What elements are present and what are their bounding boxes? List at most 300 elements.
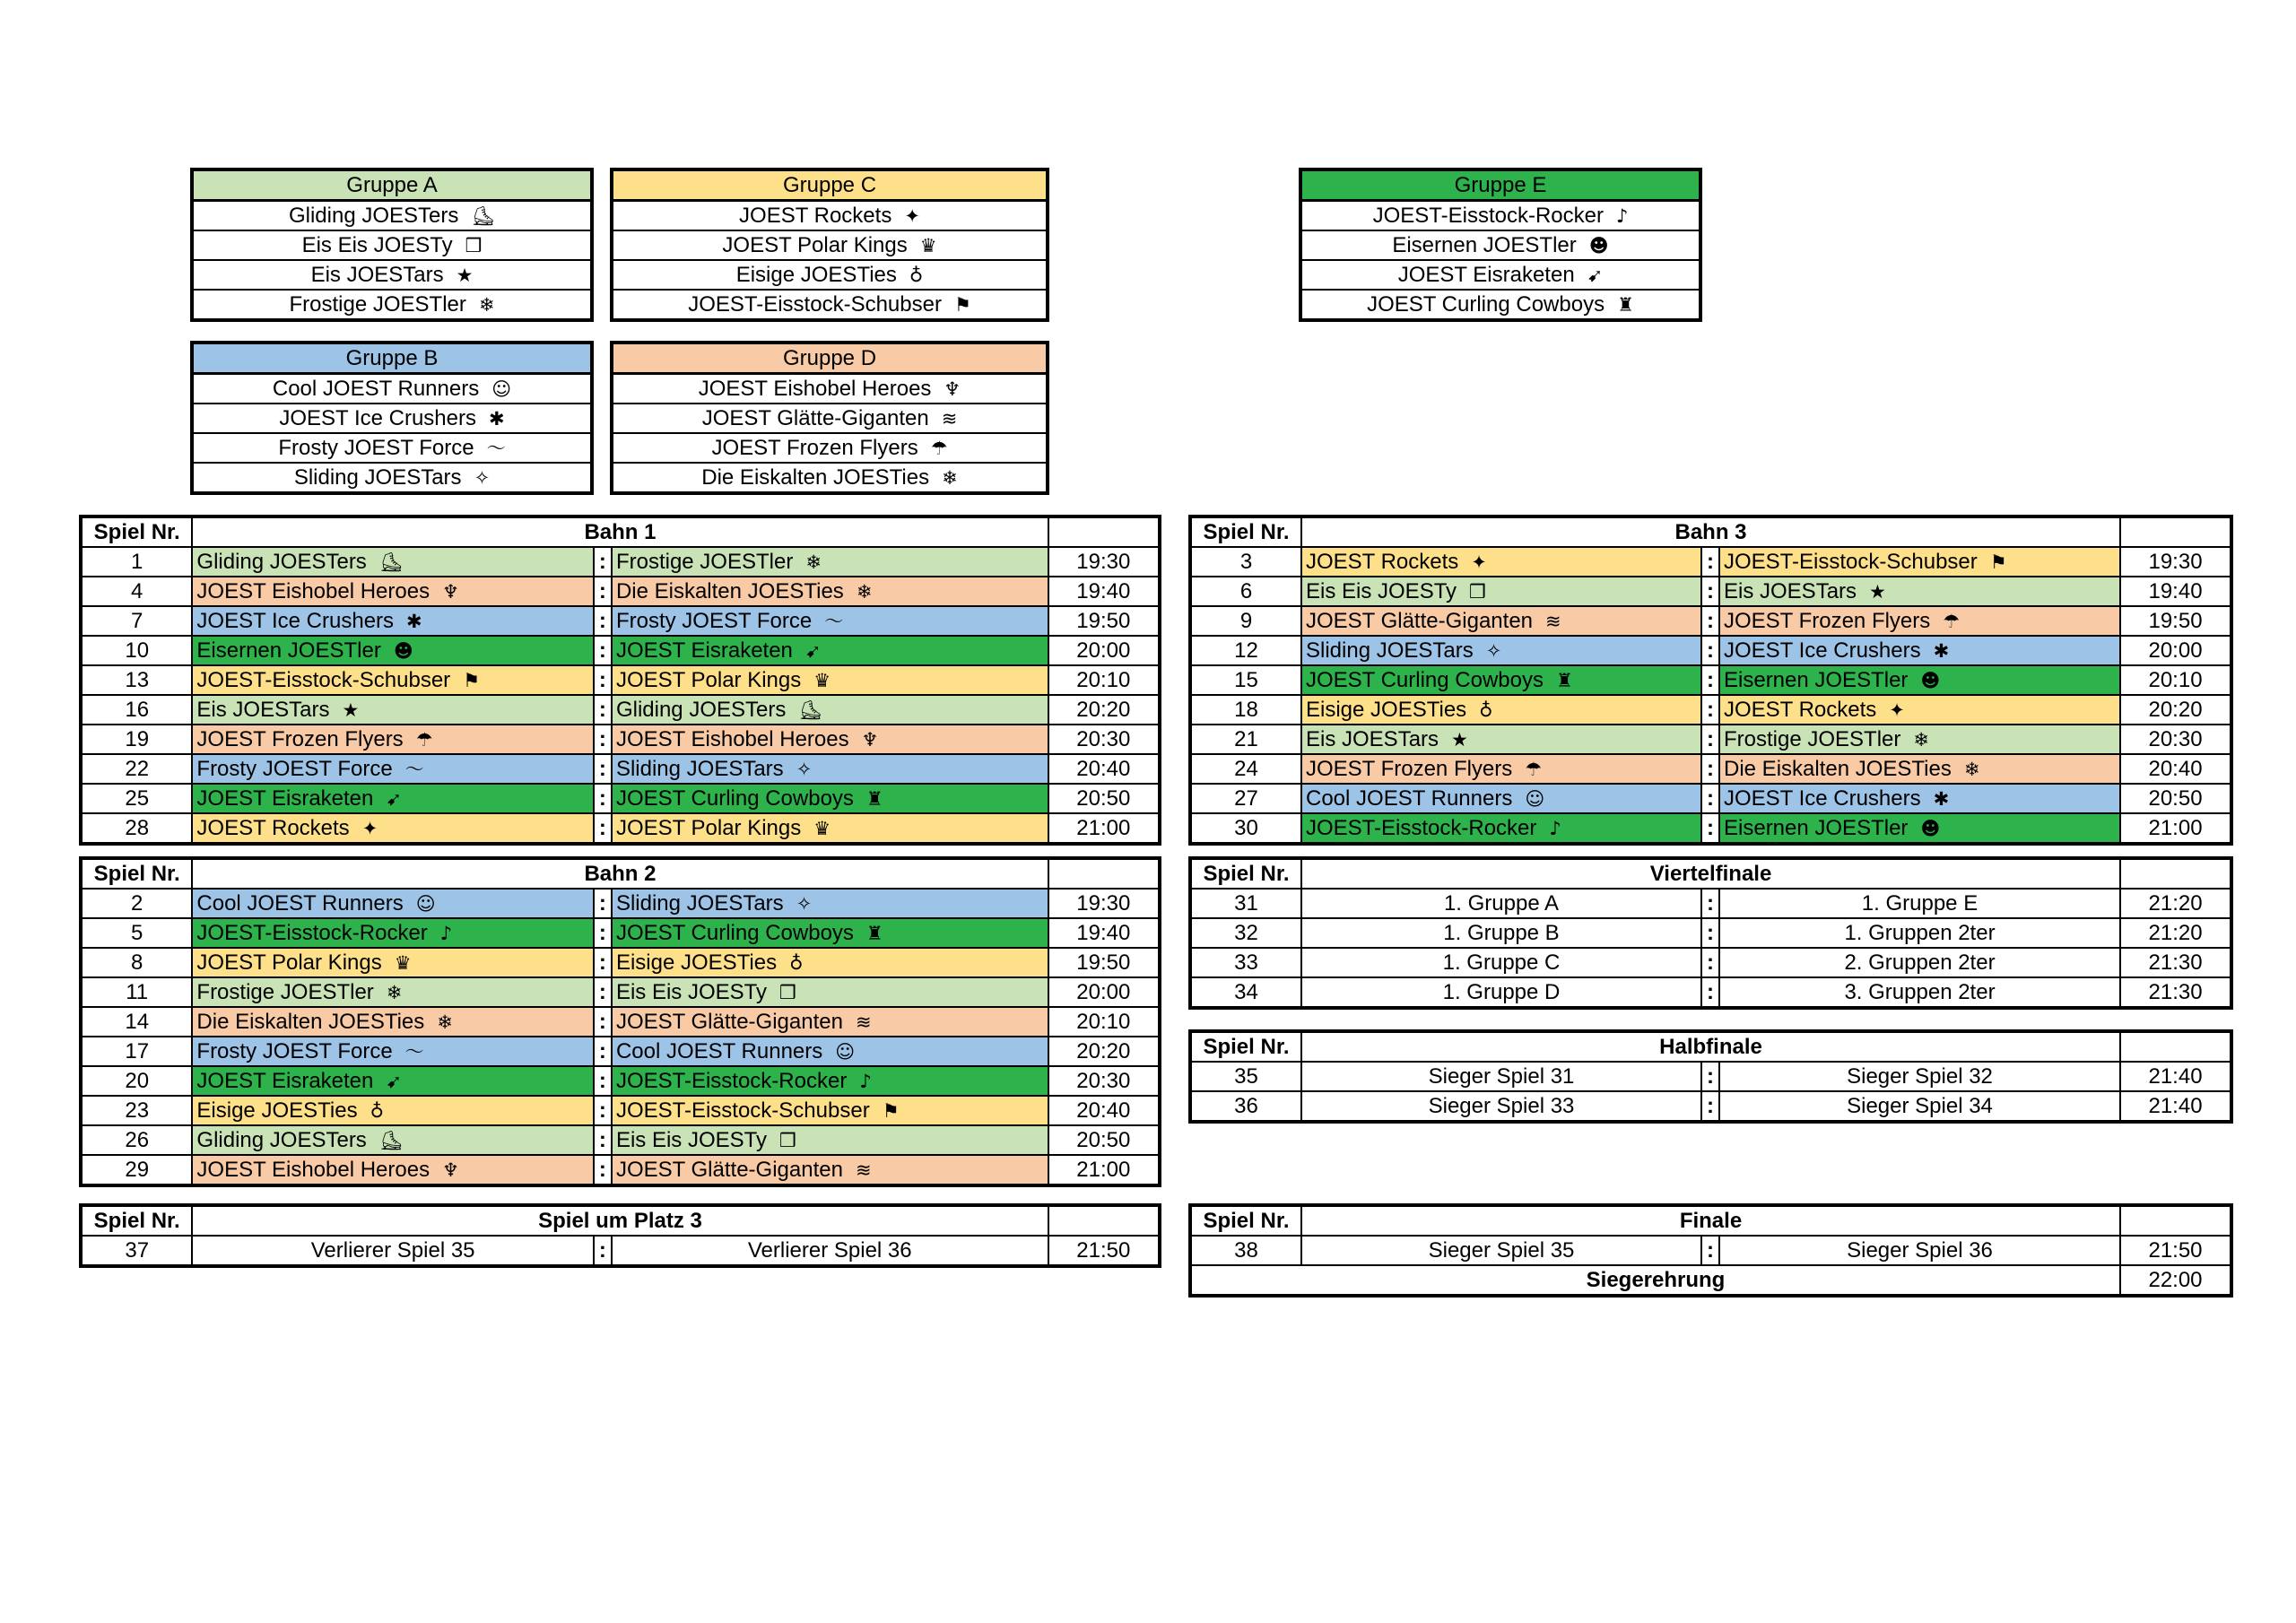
- team-cell: [192, 948, 593, 977]
- team-name: Die Eiskalten JOESTies: [1724, 756, 1952, 781]
- separator: :: [594, 1096, 612, 1125]
- team-cell: [612, 1066, 1048, 1096]
- game-row: [81, 665, 1160, 695]
- team-name: Eisernen JOESTler: [1724, 667, 1909, 692]
- separator: :: [594, 1155, 612, 1185]
- team-cell: [612, 577, 1048, 606]
- team-cell: [1719, 1236, 2120, 1265]
- team-name: Eisernen JOESTler: [1724, 815, 1909, 840]
- shaved-ice-icon: ♆: [442, 580, 459, 603]
- guitar-icon: ♪: [859, 1070, 872, 1092]
- game-number: 4: [81, 577, 192, 606]
- spiel-nr-header: Spiel Nr.: [1190, 1031, 1301, 1062]
- separator: :: [1701, 977, 1719, 1008]
- game-time: 19:50: [1048, 948, 1160, 977]
- game-row: [1190, 918, 2231, 948]
- separator: :: [1701, 636, 1719, 665]
- sparkle-rocket-icon: ✦: [1889, 699, 1905, 721]
- header-row: [81, 516, 1160, 547]
- group-team-row: [612, 201, 1048, 231]
- team-name: JOEST Polar Kings: [722, 232, 908, 257]
- team-cell: [1301, 977, 1701, 1008]
- game-number: 24: [1190, 754, 1301, 784]
- separator: :: [1701, 889, 1719, 918]
- ice-crush-icon: ✱: [1933, 639, 1950, 662]
- team-name: JOEST-Eisstock-Schubser: [1724, 549, 1978, 574]
- team-name: 3. Gruppen 2ter: [1844, 980, 1996, 1004]
- team-cell: [192, 977, 593, 1007]
- team-name: JOEST Eisraketen: [196, 785, 374, 811]
- team-name: 1. Gruppe C: [1442, 950, 1561, 975]
- separator: :: [594, 547, 612, 577]
- team-cell: [612, 1125, 1048, 1155]
- game-number: 28: [81, 813, 192, 844]
- rocket-icon: ➹: [804, 639, 822, 662]
- group-team-row: [612, 404, 1048, 433]
- team-cell: [1301, 577, 1701, 606]
- team-name: Sieger Spiel 33: [1428, 1094, 1575, 1118]
- game-time: 19:40: [2120, 577, 2231, 606]
- pushing-icon: ⚑: [953, 293, 971, 316]
- spiel-nr-header: Spiel Nr.: [1190, 1205, 1301, 1236]
- parachute-icon: ☂: [1525, 758, 1543, 780]
- guitar-icon: ♪: [439, 922, 453, 944]
- sunglasses-face-icon: ☺: [835, 1040, 856, 1063]
- team-name: Eis Eis JOESTy: [1306, 578, 1457, 603]
- section-title: Finale: [1301, 1205, 2120, 1236]
- pushing-icon: ⚑: [1989, 551, 2007, 573]
- team-name: JOEST-Eisstock-Rocker: [615, 1068, 848, 1093]
- pushing-icon: ⚑: [882, 1099, 900, 1122]
- group-header-row: [192, 169, 592, 201]
- team-name: Eis Eis JOESTy: [301, 232, 453, 257]
- team-name: JOEST-Eisstock-Rocker: [196, 920, 428, 945]
- game-row: [81, 725, 1160, 754]
- separator: :: [1701, 1062, 1719, 1091]
- team-name: Verlierer Spiel 36: [747, 1238, 912, 1263]
- team-cell: [1301, 813, 1701, 844]
- game-row: [1190, 547, 2231, 577]
- section-title: Halbfinale: [1301, 1031, 2120, 1062]
- team-name: Die Eiskalten JOESTies: [196, 1009, 425, 1034]
- sliding-stars-icon: ✧: [796, 758, 813, 780]
- game-time: 19:30: [1048, 889, 1160, 918]
- time-header: [1048, 1205, 1160, 1236]
- game-time: 20:00: [2120, 636, 2231, 665]
- snowflake-icon: ❄: [478, 293, 495, 316]
- game-number: 6: [1190, 577, 1301, 606]
- team-name: JOEST Curling Cowboys: [615, 785, 854, 811]
- group-title: Gruppe A: [192, 169, 592, 201]
- crown-icon: ♛: [919, 234, 937, 256]
- rocket-icon: ➹: [386, 787, 402, 810]
- team-name: Eisige JOESTies: [196, 1098, 358, 1123]
- team-cell: [1719, 665, 2120, 695]
- bahn-1-table: [79, 515, 1161, 846]
- game-row: [1190, 665, 2231, 695]
- separator: :: [594, 918, 612, 948]
- sunglasses-face-icon: ☺: [1525, 787, 1545, 810]
- group-team-row: [192, 404, 592, 433]
- slip-icon: ≋: [855, 1159, 872, 1181]
- separator: :: [594, 1037, 612, 1066]
- game-time: 21:40: [2120, 1091, 2231, 1122]
- game-time: 20:40: [1048, 754, 1160, 784]
- team-name: 2. Gruppen 2ter: [1844, 950, 1996, 975]
- team-name: Eis JOESTars: [1306, 726, 1439, 751]
- team-cell: [1719, 1091, 2120, 1122]
- separator: :: [1701, 1236, 1719, 1265]
- group-team-row: [1300, 260, 1700, 290]
- team-cell: [192, 433, 592, 463]
- team-name: JOEST Rockets: [1724, 697, 1877, 722]
- header-row: [1190, 516, 2231, 547]
- game-row: [81, 1007, 1160, 1037]
- team-name: JOEST Frozen Flyers: [711, 435, 918, 460]
- team-cell: [1301, 725, 1701, 754]
- game-number: 25: [81, 784, 192, 813]
- cowboy-icon: ♜: [865, 922, 883, 944]
- time-header: [2120, 858, 2231, 889]
- game-number: 14: [81, 1007, 192, 1037]
- team-name: 1. Gruppen 2ter: [1844, 921, 1996, 945]
- team-name: JOEST Eishobel Heroes: [698, 376, 932, 401]
- team-name: Cool JOEST Runners: [1306, 785, 1513, 811]
- separator: :: [1701, 725, 1719, 754]
- team-name: Eisernen JOESTler: [196, 638, 381, 663]
- cowboy-icon: ♜: [1555, 669, 1573, 691]
- game-row: [81, 636, 1160, 665]
- game-time: 19:30: [1048, 547, 1160, 577]
- game-time: 20:10: [1048, 1007, 1160, 1037]
- team-cell: [192, 1096, 593, 1125]
- game-row: [81, 1125, 1160, 1155]
- game-time: 20:40: [1048, 1096, 1160, 1125]
- ice-crush-icon: ✱: [1933, 787, 1950, 810]
- spiel-nr-header: Spiel Nr.: [1190, 858, 1301, 889]
- spiel-nr-header: Spiel Nr.: [1190, 516, 1301, 547]
- team-cell: [1719, 813, 2120, 844]
- game-time: 20:20: [2120, 695, 2231, 725]
- team-cell: [1300, 290, 1700, 320]
- team-name: JOEST Eishobel Heroes: [615, 726, 849, 751]
- team-cell: [192, 463, 592, 493]
- game-time: 21:50: [1048, 1236, 1160, 1266]
- team-name: Frostige JOESTler: [289, 291, 466, 317]
- team-cell: [612, 918, 1048, 948]
- team-name: 1. Gruppe E: [1861, 891, 1979, 916]
- team-cell: [1301, 606, 1701, 636]
- time-header: [1048, 516, 1160, 547]
- separator: :: [594, 1236, 612, 1266]
- game-time: 20:30: [2120, 725, 2231, 754]
- group-team-row: [612, 433, 1048, 463]
- team-name: JOEST-Eisstock-Rocker: [1372, 203, 1604, 228]
- game-row: [81, 1096, 1160, 1125]
- game-time: 20:50: [1048, 784, 1160, 813]
- team-cell: [612, 260, 1048, 290]
- game-number: 12: [1190, 636, 1301, 665]
- team-name: JOEST-Eisstock-Schubser: [615, 1098, 870, 1123]
- game-time: 20:40: [2120, 754, 2231, 784]
- group-title: Gruppe C: [612, 169, 1048, 201]
- wind-icon: 〜: [486, 437, 506, 459]
- team-name: JOEST Eisraketen: [1397, 262, 1575, 287]
- game-row: [81, 889, 1160, 918]
- section-title: Bahn 2: [192, 858, 1048, 889]
- time-header: [2120, 1031, 2231, 1062]
- separator: :: [594, 695, 612, 725]
- game-row: [81, 813, 1160, 844]
- team-name: Frosty JOEST Force: [196, 1038, 393, 1063]
- game-number: 10: [81, 636, 192, 665]
- separator: :: [594, 754, 612, 784]
- team-cell: [612, 784, 1048, 813]
- time-header: [2120, 516, 2231, 547]
- team-cell: [612, 754, 1048, 784]
- game-row: [1190, 725, 2231, 754]
- game-number: 29: [81, 1155, 192, 1185]
- parachute-icon: ☂: [415, 728, 433, 751]
- team-name: JOEST-Eisstock-Schubser: [196, 667, 451, 692]
- group-team-row: [192, 260, 592, 290]
- team-cell: [612, 665, 1048, 695]
- shaved-ice-icon: ♆: [944, 378, 961, 400]
- team-cell: [192, 1155, 593, 1185]
- team-cell: [612, 977, 1048, 1007]
- team-cell: [1301, 695, 1701, 725]
- team-cell: [1301, 948, 1701, 977]
- game-number: 1: [81, 547, 192, 577]
- group-team-row: [612, 374, 1048, 404]
- pushing-icon: ⚑: [463, 669, 480, 691]
- spiel-nr-header: Spiel Nr.: [81, 1205, 192, 1236]
- group-team-row: [192, 374, 592, 404]
- game-number: 23: [81, 1096, 192, 1125]
- game-number: 26: [81, 1125, 192, 1155]
- viertelfinale-table: [1188, 856, 2233, 1010]
- team-cell: [612, 433, 1048, 463]
- separator: :: [594, 725, 612, 754]
- time-header: [2120, 1205, 2231, 1236]
- group-team-row: [192, 290, 592, 320]
- team-cell: [1719, 1062, 2120, 1091]
- thermometer-icon: ❄: [1963, 758, 1980, 780]
- spiel-um-platz-3-table: [79, 1203, 1161, 1268]
- game-time: 21:30: [2120, 948, 2231, 977]
- team-cell: [192, 1066, 593, 1096]
- slip-icon: ≋: [855, 1011, 872, 1033]
- group-title: Gruppe E: [1300, 169, 1700, 201]
- group-title: Gruppe B: [192, 343, 592, 374]
- separator: :: [594, 1125, 612, 1155]
- team-cell: [192, 260, 592, 290]
- team-cell: [192, 636, 593, 665]
- game-row: [81, 577, 1160, 606]
- header-row: [81, 858, 1160, 889]
- team-name: Gliding JOESTers: [288, 203, 459, 228]
- team-name: Eisige JOESTies: [1306, 697, 1467, 722]
- team-name: JOEST Ice Crushers: [1724, 785, 1921, 811]
- slip-icon: ≋: [1545, 610, 1561, 632]
- team-cell: [612, 636, 1048, 665]
- game-row: [1190, 754, 2231, 784]
- team-name: Die Eiskalten JOESTies: [615, 578, 844, 603]
- sliding-stars-icon: ✧: [1485, 639, 1502, 662]
- group-header-row: [612, 169, 1048, 201]
- sparkle-rocket-icon: ✦: [1471, 551, 1487, 573]
- iron-face-icon: ☻: [1920, 669, 1941, 691]
- team-name: Eis JOESTars: [310, 262, 444, 287]
- game-row: [1190, 948, 2231, 977]
- spiel-nr-header: Spiel Nr.: [81, 516, 192, 547]
- star-icon: ★: [1869, 580, 1886, 603]
- team-cell: [1300, 201, 1700, 231]
- section-title: Spiel um Platz 3: [192, 1205, 1048, 1236]
- game-row: [81, 1236, 1160, 1266]
- game-time: 20:30: [1048, 1066, 1160, 1096]
- team-cell: [192, 754, 593, 784]
- separator: :: [594, 813, 612, 844]
- game-row: [81, 754, 1160, 784]
- separator: :: [1701, 1091, 1719, 1122]
- team-name: JOEST Frozen Flyers: [196, 726, 404, 751]
- team-cell: [192, 813, 593, 844]
- team-name: JOEST Ice Crushers: [196, 608, 395, 633]
- wind-icon: 〜: [824, 610, 844, 632]
- game-time: 20:50: [2120, 784, 2231, 813]
- section-title: Bahn 3: [1301, 516, 2120, 547]
- crown-icon: ♛: [813, 817, 831, 839]
- team-name: JOEST Eishobel Heroes: [196, 578, 430, 603]
- team-cell: [612, 547, 1048, 577]
- team-name: Eis JOESTars: [196, 697, 330, 722]
- group-team-row: [192, 433, 592, 463]
- game-time: 21:00: [1048, 1155, 1160, 1185]
- game-number: 16: [81, 695, 192, 725]
- separator: :: [594, 577, 612, 606]
- game-time: 20:10: [1048, 665, 1160, 695]
- game-row: [81, 948, 1160, 977]
- ice-cream-icon: ♁: [789, 951, 804, 974]
- sunglasses-face-icon: ☺: [415, 892, 436, 915]
- group-team-row: [612, 230, 1048, 260]
- thermometer-icon: ❄: [942, 466, 958, 489]
- team-name: Eis Eis JOESTy: [615, 979, 767, 1004]
- bahn-2-table: [79, 856, 1161, 1187]
- game-time: 20:20: [1048, 695, 1160, 725]
- separator: :: [594, 606, 612, 636]
- separator: :: [594, 1007, 612, 1037]
- game-time: 20:00: [1048, 636, 1160, 665]
- game-time: 21:40: [2120, 1062, 2231, 1091]
- team-name: Eis JOESTars: [1724, 578, 1857, 603]
- ice-cubes-icon: ❒: [778, 1129, 796, 1151]
- game-number: 31: [1190, 889, 1301, 918]
- game-row: [1190, 606, 2231, 636]
- team-name: 1. Gruppe D: [1442, 980, 1561, 1004]
- separator: :: [594, 977, 612, 1007]
- game-number: 15: [1190, 665, 1301, 695]
- team-name: Cool JOEST Runners: [196, 890, 404, 916]
- team-cell: [1301, 1236, 1701, 1265]
- time-header: [1048, 858, 1160, 889]
- team-cell: [612, 1096, 1048, 1125]
- team-name: Sliding JOESTars: [1306, 638, 1474, 663]
- game-time: 19:40: [1048, 577, 1160, 606]
- team-name: Sliding JOESTars: [615, 890, 784, 916]
- separator: :: [594, 889, 612, 918]
- game-row: [1190, 889, 2231, 918]
- group-team-row: [1300, 230, 1700, 260]
- sparkle-rocket-icon: ✦: [904, 204, 920, 227]
- team-cell: [1719, 948, 2120, 977]
- group-c-table: [610, 168, 1049, 322]
- ice-crush-icon: ✱: [406, 610, 422, 632]
- team-name: Verlierer Spiel 35: [310, 1238, 475, 1263]
- group-title: Gruppe D: [612, 343, 1048, 374]
- team-cell: [1719, 725, 2120, 754]
- team-name: JOEST Glätte-Giganten: [615, 1157, 843, 1182]
- team-cell: [1719, 754, 2120, 784]
- team-name: Eisernen JOESTler: [1392, 232, 1577, 257]
- game-time: 21:50: [2120, 1236, 2231, 1265]
- iron-face-icon: ☻: [393, 639, 413, 662]
- game-row: [81, 977, 1160, 1007]
- separator: :: [1701, 577, 1719, 606]
- team-name: Frostige JOESTler: [615, 549, 794, 574]
- team-cell: [192, 1236, 593, 1266]
- team-cell: [192, 577, 593, 606]
- team-cell: [192, 918, 593, 948]
- game-number: 27: [1190, 784, 1301, 813]
- shaved-ice-icon: ♆: [442, 1159, 459, 1181]
- ice-cream-icon: ♁: [370, 1099, 384, 1122]
- team-cell: [192, 374, 592, 404]
- header-row: [1190, 1031, 2231, 1062]
- separator: :: [1701, 695, 1719, 725]
- game-time: 20:20: [1048, 1037, 1160, 1066]
- thermometer-icon: ❄: [856, 580, 873, 603]
- team-cell: [612, 1007, 1048, 1037]
- team-name: Sieger Spiel 34: [1847, 1094, 1993, 1118]
- bahn-3-table: [1188, 515, 2233, 846]
- section-title: Viertelfinale: [1301, 858, 2120, 889]
- team-cell: [612, 374, 1048, 404]
- game-time: 21:20: [2120, 918, 2231, 948]
- game-number: 7: [81, 606, 192, 636]
- iron-face-icon: ☻: [1588, 234, 1609, 256]
- team-cell: [192, 665, 593, 695]
- team-cell: [192, 404, 592, 433]
- header-row: [1190, 858, 2231, 889]
- team-name: JOEST Polar Kings: [196, 950, 382, 975]
- team-name: JOEST-Eisstock-Rocker: [1306, 815, 1537, 840]
- team-cell: [612, 1037, 1048, 1066]
- game-number: 32: [1190, 918, 1301, 948]
- separator: :: [594, 636, 612, 665]
- snowflake-icon: ❄: [1913, 728, 1929, 751]
- game-row: [1190, 977, 2231, 1008]
- team-cell: [1301, 889, 1701, 918]
- thermometer-icon: ❄: [437, 1011, 453, 1033]
- team-cell: [192, 547, 593, 577]
- game-number: 17: [81, 1037, 192, 1066]
- game-row: [81, 1066, 1160, 1096]
- team-cell: [192, 230, 592, 260]
- team-name: Gliding JOESTers: [196, 549, 367, 574]
- game-time: 20:30: [1048, 725, 1160, 754]
